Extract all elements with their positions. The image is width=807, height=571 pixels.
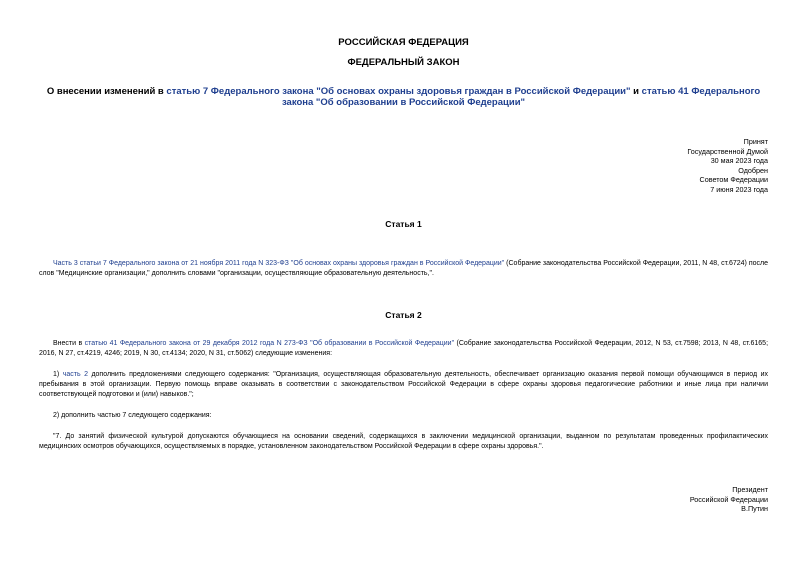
article-2-intro-link[interactable]: статью 41 Федерального закона от 29 декабря 2012 года N 273-ФЗ "Об образовании в Российской Федерации" — [84, 340, 455, 347]
article-2-heading: Статья 2 — [385, 310, 422, 320]
article-2-item-2-quote: "7. До занятий физической культурой допускаются обучающиеся на основании сведений, содержащихся в заключении медицинской организации, выданном по результатам проведенных профилактических медицинских осмотров обучающихся, осуществляемых в порядке, установленном законодательством Российской Федерации в сфере охраны здоровья.". — [39, 433, 768, 450]
adoption-line: Принят — [743, 137, 768, 146]
article-2-intro-prefix: Внести в — [53, 340, 85, 347]
article-1-text — [39, 259, 768, 279]
item-1-prefix: 1) — [53, 371, 63, 378]
signature-block — [608, 485, 768, 514]
adoption-line: 7 июня 2023 года — [710, 184, 768, 194]
title-link-article-41[interactable]: статью 41 Федерального закона "Об образовании в Российской Федерации" — [281, 86, 761, 108]
article-1-heading: Статья 1 — [385, 219, 422, 229]
doc-type-heading: ФЕДЕРАЛЬНЫЙ ЗАКОН — [347, 57, 460, 68]
adoption-block — [608, 137, 768, 195]
article-2-item-2: 2) дополнить частью 7 следующего содержания: — [53, 412, 212, 419]
adoption-line: Государственной Думой — [687, 146, 768, 156]
adoption-line: Советом Федерации — [699, 175, 768, 185]
adoption-line: Одобрен — [738, 165, 768, 175]
signature-title: Президент — [732, 485, 768, 494]
article-2-intro — [39, 339, 768, 359]
item-1-body: дополнить предложениями следующего содержания: "Организация, осуществляющая образовательную деятельность, обеспечивает организацию оказания первой помощи обучающимся в период их пребывания в этой организации. Первую помощь вправе оказывать в соответствии с законодательством Российской Федерации в сфере охраны здоровья педагогические работники и иные лица при наличии соответствующей подготовки и (или) навыков."; — [39, 371, 769, 398]
signature-country: Российской Федерации — [689, 494, 768, 504]
law-title — [30, 86, 777, 108]
article-2-item-1 — [39, 370, 768, 400]
country-heading: РОССИЙСКАЯ ФЕДЕРАЦИЯ — [338, 37, 469, 48]
article-1-link[interactable]: Часть 3 статьи 7 Федерального закона от 21 ноября 2011 года N 323-ФЗ "Об основах охраны здоровья граждан в Российской Федерации" — [53, 260, 505, 267]
title-link-article-7[interactable]: статью 7 Федерального закона "Об основах охраны здоровья граждан в Российской Федерации" — [166, 86, 631, 97]
adoption-line: 30 мая 2023 года — [710, 156, 768, 166]
article-1-body: (Собрание законодательства Российской Федерации, 2011, N 48, ст.6724) после слов "Медицинские организации," дополнить словами "организации, осуществляющие образовательную деятельность,". — [39, 260, 768, 277]
article-2-intro-body: (Собрание законодательства Российской Федерации, 2012, N 53, ст.7598; 2013, N 48, ст.6165; 2016, N 27, ст.4219, 4246; 2019, N 30, ст.4134; 2020, N 31, ст.5062) следующие изменения: — [39, 340, 769, 357]
signature-name: В.Путин — [741, 504, 768, 514]
item-1-link[interactable]: часть 2 — [62, 371, 88, 378]
title-middle: и — [630, 86, 642, 97]
title-prefix: О внесении изменений в — [46, 86, 167, 97]
